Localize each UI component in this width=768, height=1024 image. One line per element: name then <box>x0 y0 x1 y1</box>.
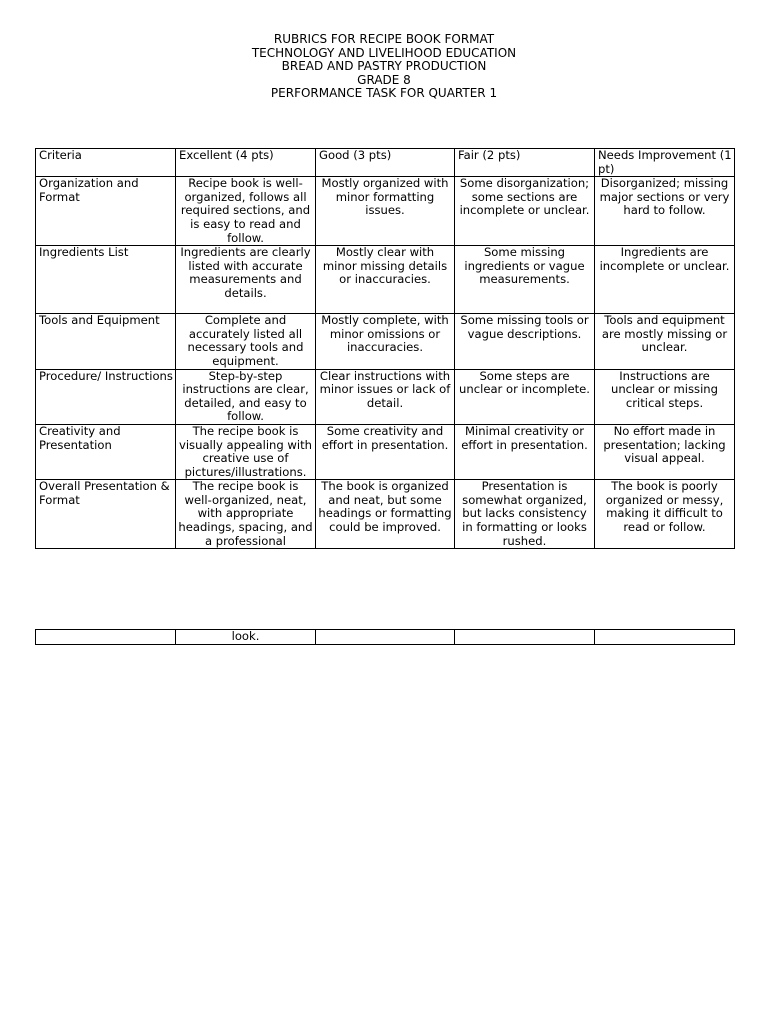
fair-cell: Some missing tools or vague descriptions. <box>455 314 595 369</box>
table-row <box>36 246 735 314</box>
needs-cell <box>595 630 735 645</box>
excellent-cell: Complete and accurately listed all necessary tools and equipment. <box>176 314 316 369</box>
task-line: PERFORMANCE TASK FOR QUARTER 1 <box>270 86 498 100</box>
excellent-cell: The recipe book is visually appealing with creative use of pictures/illustrations. <box>176 424 316 479</box>
table-header-row <box>36 149 735 177</box>
good-cell: Mostly organized with minor formatting issues. <box>316 177 455 246</box>
needs-cell: Disorganized; missing major sections or very hard to follow. <box>595 177 735 246</box>
table-row <box>36 480 735 549</box>
criteria-cell: Procedure/ Instructions <box>36 369 176 424</box>
table-row <box>36 630 735 645</box>
excellent-cell: look. <box>176 630 316 645</box>
excellent-cell: Recipe book is well-organized, follows all required sections, and is easy to read and follow. <box>176 177 316 246</box>
good-cell: Mostly clear with minor missing details or inaccuracies. <box>316 246 455 314</box>
needs-cell: Ingredients are incomplete or unclear. <box>595 246 735 314</box>
excellent-cell: The recipe book is well-organized, neat, with appropriate headings, spacing, and a professional <box>176 480 316 549</box>
fair-cell: Some missing ingredients or vague measurements. <box>455 246 595 314</box>
fair-cell: Minimal creativity or effort in presentation. <box>455 424 595 479</box>
criteria-cell: Organization and Format <box>36 177 176 246</box>
good-cell: Mostly complete, with minor omissions or inaccuracies. <box>316 314 455 369</box>
good-cell: Some creativity and effort in presentation. <box>316 424 455 479</box>
grade-line: GRADE 8 <box>357 72 411 87</box>
good-cell: Clear instructions with minor issues or lack of detail. <box>316 369 455 424</box>
document-header <box>0 33 768 101</box>
header-fair: Fair (2 pts) <box>455 149 595 177</box>
fair-cell: Some disorganization; some sections are incomplete or unclear. <box>455 177 595 246</box>
header-good: Good (3 pts) <box>316 149 455 177</box>
criteria-cell: Ingredients List <box>36 246 176 314</box>
criteria-cell: Tools and Equipment <box>36 314 176 369</box>
header-needs-improvement: Needs Improvement (1 pt) <box>595 149 735 177</box>
needs-cell: Instructions are unclear or missing critical steps. <box>595 369 735 424</box>
excellent-cell: Ingredients are clearly listed with accurate measurements and details. <box>176 246 316 314</box>
fair-cell <box>455 630 595 645</box>
header-excellent: Excellent (4 pts) <box>176 149 316 177</box>
fair-cell: Presentation is somewhat organized, but lacks consistency in formatting or looks rushed. <box>455 480 595 549</box>
needs-cell: The book is poorly organized or messy, making it difficult to read or follow. <box>595 480 735 549</box>
table-row <box>36 177 735 246</box>
good-cell: The book is organized and neat, but some headings or formatting could be improved. <box>316 480 455 549</box>
table-row <box>36 424 735 479</box>
header-criteria: Criteria <box>36 149 176 177</box>
rubric-table <box>35 148 735 549</box>
criteria-cell <box>36 630 176 645</box>
document-title: RUBRICS FOR RECIPE BOOK FORMAT <box>273 32 495 46</box>
good-cell <box>316 630 455 645</box>
fair-cell: Some steps are unclear or incomplete. <box>455 369 595 424</box>
criteria-cell: Creativity and Presentation <box>36 424 176 479</box>
criteria-cell: Overall Presentation & Format <box>36 480 176 549</box>
needs-cell: Tools and equipment are mostly missing or unclear. <box>595 314 735 369</box>
table-row <box>36 314 735 369</box>
course-line: BREAD AND PASTRY PRODUCTION <box>281 59 487 73</box>
excellent-cell: Step-by-step instructions are clear, detailed, and easy to follow. <box>176 369 316 424</box>
rubric-table-continuation <box>35 629 735 645</box>
subject-line: TECHNOLOGY AND LIVELIHOOD EDUCATION <box>251 45 517 60</box>
needs-cell: No effort made in presentation; lacking visual appeal. <box>595 424 735 479</box>
table-row <box>36 369 735 424</box>
